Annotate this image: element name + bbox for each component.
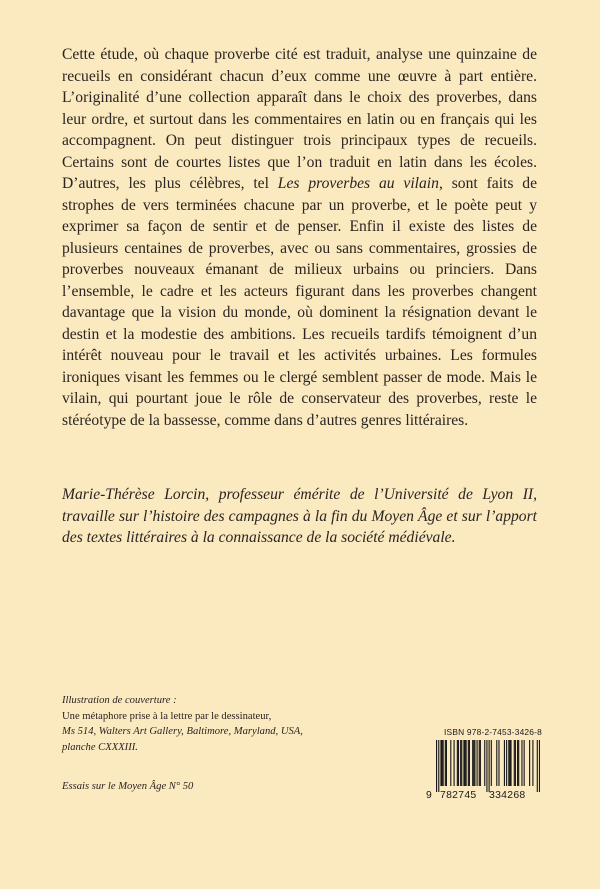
- barcode-bar: [496, 740, 497, 786]
- barcode-bar: [443, 740, 444, 786]
- barcode-bar: [506, 740, 507, 786]
- barcode-bar: [510, 740, 511, 786]
- barcode-bar: [466, 740, 467, 786]
- barcode-bar: [446, 740, 447, 786]
- isbn-label: ISBN 978-2-7453-3426-8: [444, 727, 542, 737]
- barcode-bar: [454, 740, 455, 786]
- barcode-bar: [450, 740, 451, 786]
- author-bio: Marie-Thérèse Lorcin, professeur émérite de l’Université de Lyon II, travaille sur l’histoire des campagnes à la fin du Moyen Âge et sur l’apport des textes littéraires à la connaissance de la société médiévale.: [62, 486, 537, 546]
- barcode-bar: [440, 740, 441, 786]
- barcode-bar: [469, 740, 470, 786]
- barcode-bar: [518, 740, 519, 786]
- back-cover-main: [62, 44, 537, 431]
- summary-text-part1: Cette étude, où chaque proverbe cité est traduit, analyse une quinzaine de recueils en considérant chacun d’eux comme une œuvre à part entière. L’originalité d’une collection apparaît dans le choix des proverbes, dans leur ordre, et surtout dans les commentaires en latin ou en français qui les accompagnent. On peut distinguer trois principaux types de recueils. Certains sont de courtes listes que l’on traduit en latin dans les écoles. D’autres, les plus célèbres, tel: [62, 46, 537, 192]
- barcode-bar: [477, 740, 478, 786]
- barcode-bar: [529, 740, 530, 786]
- summary-paragraph: [62, 44, 537, 431]
- barcode-bar: [508, 740, 509, 786]
- barcode-digits: [426, 790, 542, 802]
- barcode-bar: [441, 740, 442, 786]
- barcode-bar: [509, 740, 510, 786]
- barcode-bar: [438, 740, 439, 792]
- barcode-bar: [486, 740, 487, 792]
- illustration-heading: Illustration de couverture :: [62, 695, 177, 706]
- barcode-bar: [532, 740, 533, 786]
- barcode-bar: [460, 740, 461, 786]
- barcode-left-digits: 782745: [440, 790, 477, 801]
- barcode-bar: [436, 740, 437, 792]
- cover-illustration-credit: [62, 693, 402, 755]
- barcode-first-digit: 9: [426, 790, 432, 801]
- illustration-source: Ms 514, Walters Art Gallery, Baltimore, Maryland, USA,: [62, 726, 303, 738]
- barcode-bar: [484, 740, 485, 786]
- barcode-bar: [524, 740, 525, 786]
- summary-text-part2: , sont faits de strophes de vers terminées chacune par un proverbe, et le poète peut y exprimer sa façon de sentir et de penser. Enfin il existe des listes de plusieurs centaines de proverbes, avec ou sans commentaires, grossies de proverbes nouveaux émanant de milieux urbains ou princiers. Dans l’ensemble, le cadre et les acteurs figurant dans les proverbes changent davantage que la vision du monde, où dominent la résignation devant le destin et la modestie des ambitions. Les recueils tardifs témoignent d’un intérêt nouveau pour le travail et les activités urbaines. Les formules ironiques visant les femmes ou le clergé semblent passer de mode. Mais le vilain, qui pourtant joue le rôle de conservateur des proverbes, reste le stéréotype de la bassesse, comme dans d’autres genres littéraires.: [62, 175, 538, 429]
- barcode-bar: [514, 740, 515, 786]
- barcode-bar: [489, 740, 490, 792]
- barcode-bar: [464, 740, 465, 786]
- barcode-right-digits: 334268: [489, 790, 526, 801]
- isbn-block: [426, 727, 542, 802]
- barcode-bar: [491, 740, 492, 786]
- barcode-bar: [457, 740, 458, 786]
- barcode-bar: [498, 740, 499, 786]
- barcode-bar: [472, 740, 473, 786]
- barcode-bar: [521, 740, 522, 786]
- barcode-bar: [474, 740, 475, 786]
- barcode-bar: [537, 740, 538, 792]
- barcode-icon: [436, 740, 540, 792]
- barcode-bar: [515, 740, 516, 786]
- barcode-bar: [517, 740, 518, 786]
- series-name: Essais sur le Moyen Âge N° 50: [62, 781, 194, 792]
- barcode-bar: [479, 740, 480, 786]
- illustration-plate: planche CXXXIII.: [62, 741, 138, 753]
- barcode-bar: [468, 740, 469, 786]
- barcode-bar: [539, 740, 540, 792]
- barcode-bar: [458, 740, 459, 786]
- barcode-bar: [461, 740, 462, 786]
- barcode-bar: [473, 740, 474, 786]
- barcode-bar: [445, 740, 446, 786]
- barcode-bar: [463, 740, 464, 786]
- illustration-description: Une métaphore prise à la lettre par le dessinateur,: [62, 710, 272, 722]
- barcode-bar: [504, 740, 505, 786]
- barcode-bar: [480, 740, 481, 786]
- work-title: Les proverbes au vilain: [277, 175, 439, 192]
